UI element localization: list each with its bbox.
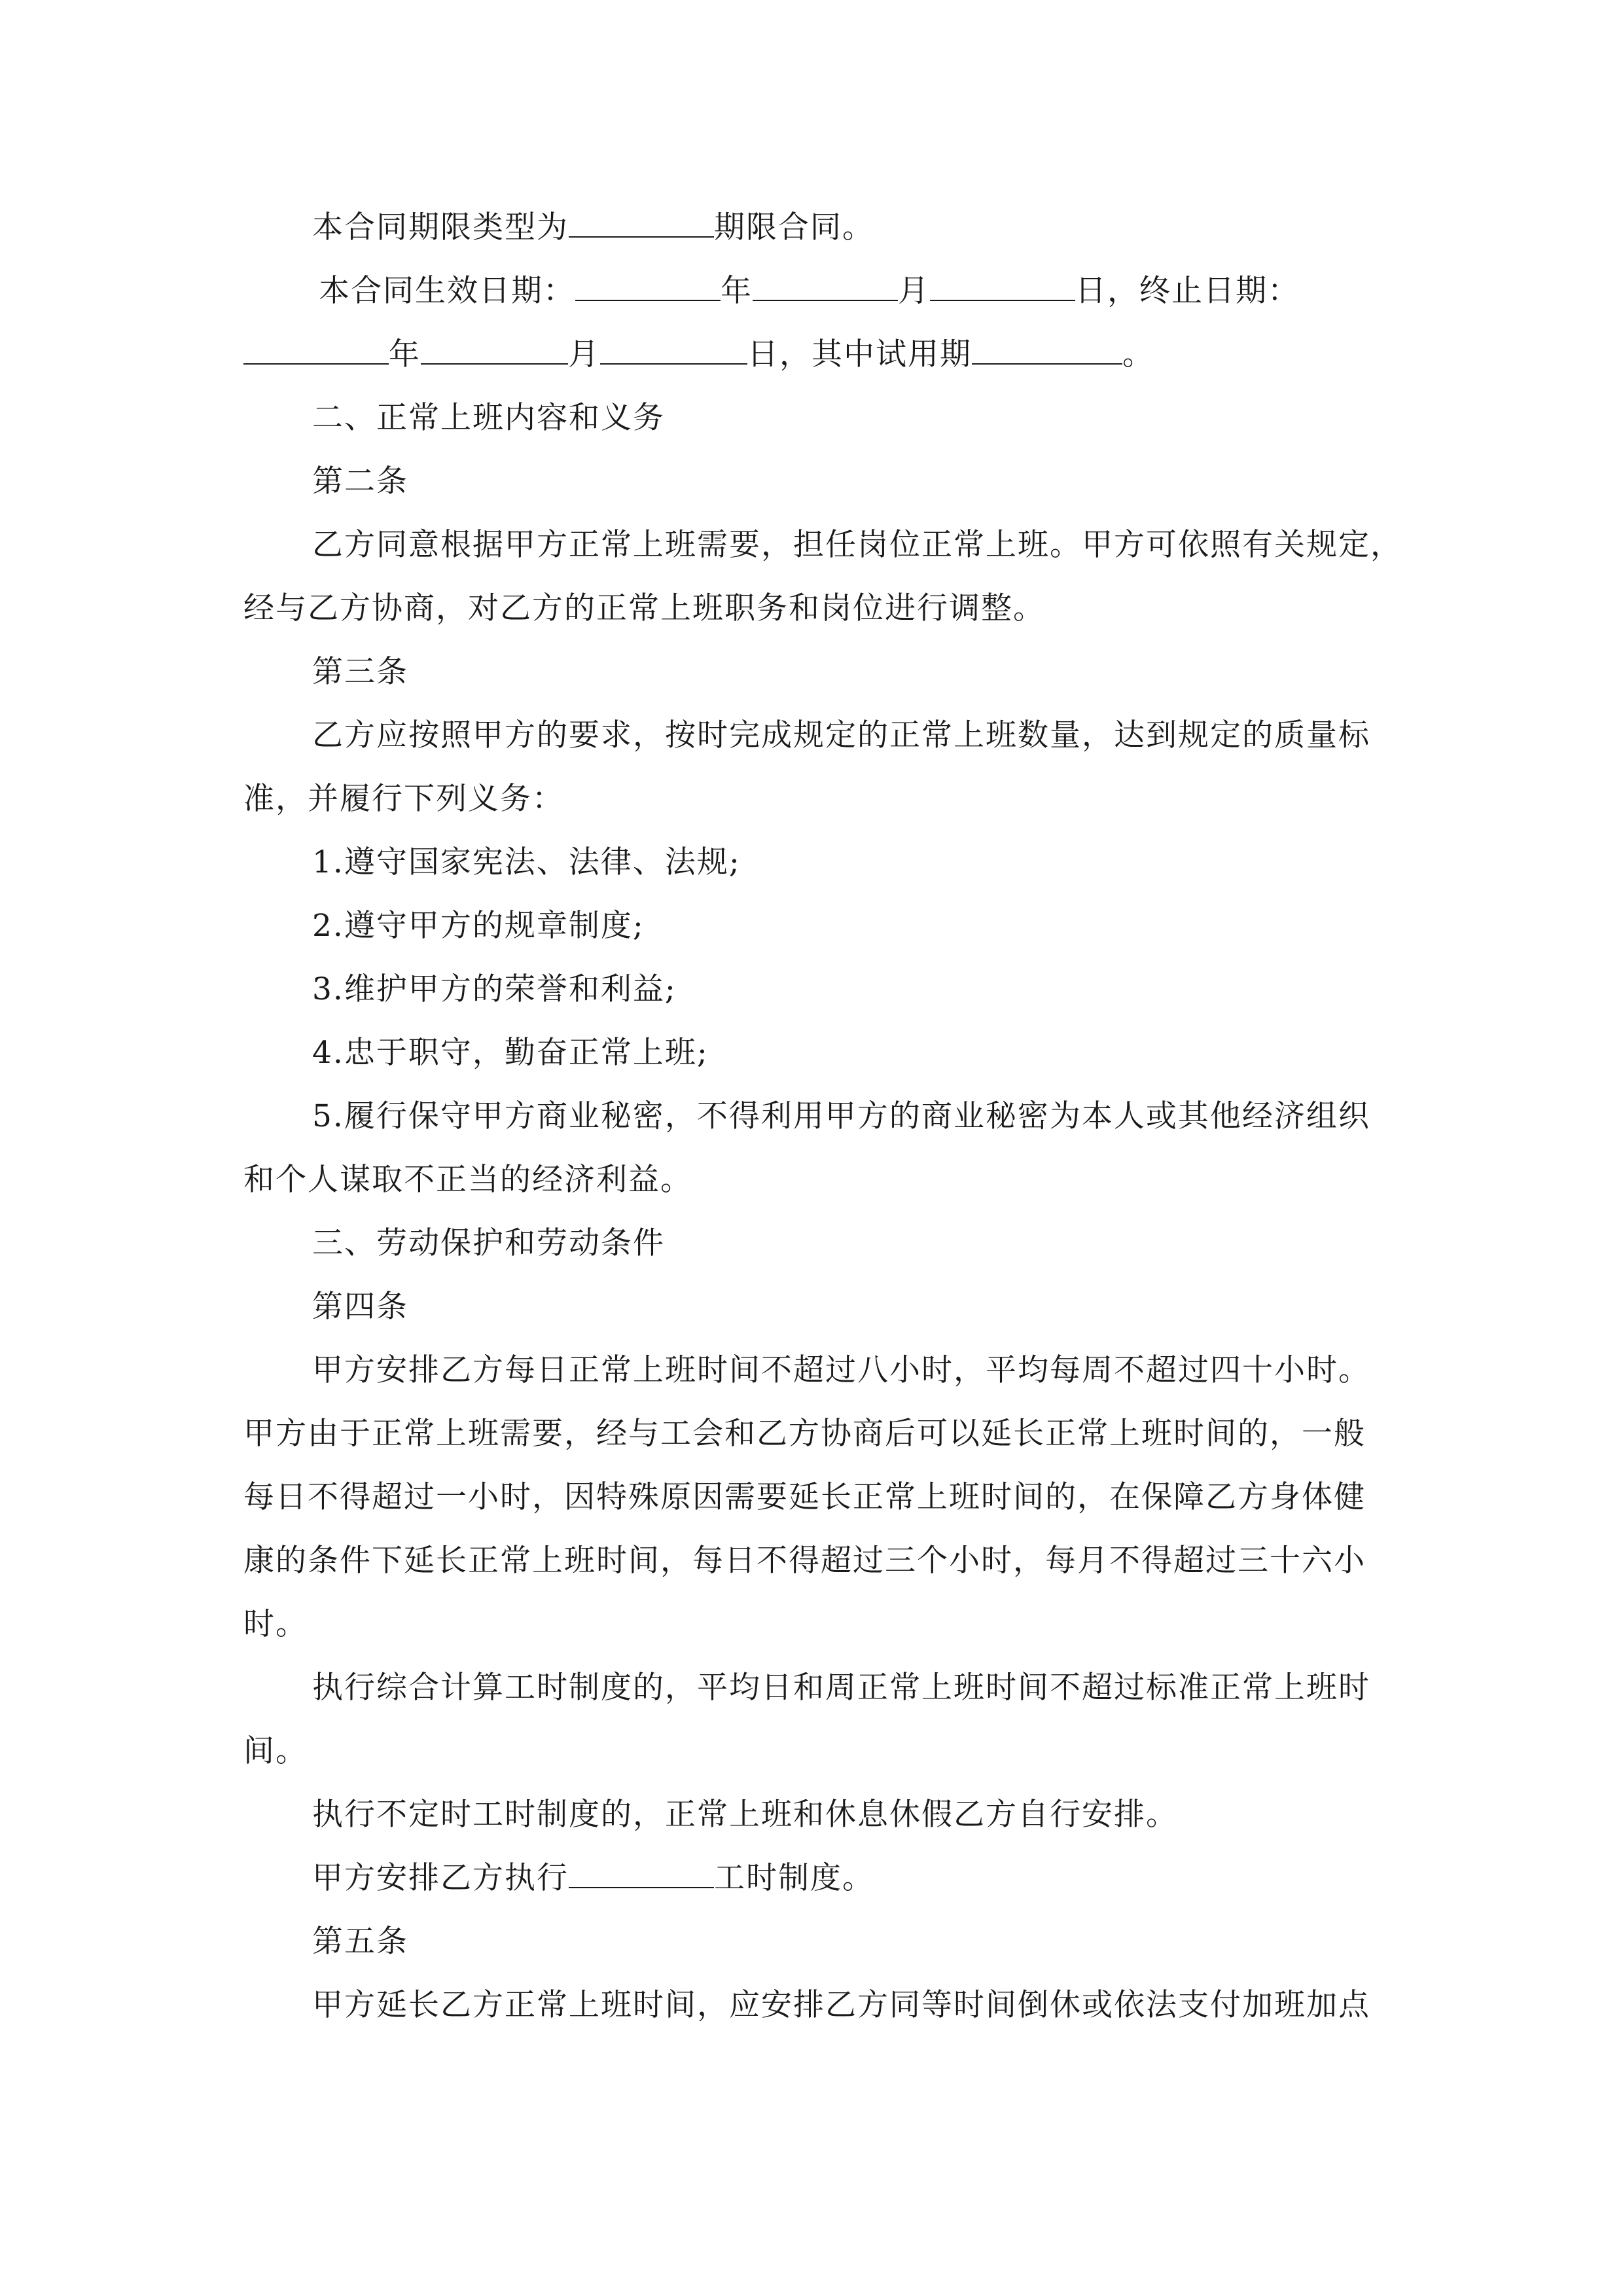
article-4-paragraph-1-line: 甲方由于正常上班需要，经与工会和乙方协商后可以延长正常上班时间的，一般 (243, 1416, 1366, 1452)
effective-date-line: 本合同生效日期： 年 月 日，终止日期： (319, 273, 1300, 309)
duty-item: 4.忠于职守，勤奋正常上班; (312, 1035, 709, 1071)
article-4-paragraph-1-line: 甲方安排乙方每日正常上班时间不超过八小时，平均每周不超过四十小时。 (312, 1352, 1370, 1388)
article-3-title: 第三条 (312, 654, 408, 690)
article-4-paragraph-1-line: 时。 (243, 1606, 308, 1642)
termination-date-line: 年 月 日，其中试用期 。 (243, 335, 1154, 374)
article-4-title: 第四条 (312, 1289, 408, 1325)
blank-work-hours-system[interactable] (569, 1859, 714, 1888)
article-3-line: 乙方应按照甲方的要求，按时完成规定的正常上班数量，达到规定的质量标 (312, 717, 1370, 753)
blank-end-month[interactable] (421, 336, 568, 365)
blank-end-day[interactable] (600, 336, 747, 365)
duty-item: 5.履行保守甲方商业秘密，不得利用甲方的商业秘密为本人或其他经济组织 (312, 1098, 1370, 1134)
duty-item-continuation: 和个人谋取不正当的经济利益。 (243, 1162, 692, 1198)
article-2-title: 第二条 (312, 463, 408, 499)
article-4-paragraph-2-line: 间。 (243, 1733, 308, 1769)
article-5-title: 第五条 (312, 1924, 408, 1960)
blank-effective-day[interactable] (930, 272, 1075, 301)
blank-end-year[interactable] (243, 336, 389, 365)
article-2-line: 经与乙方协商，对乙方的正常上班职务和岗位进行调整。 (243, 590, 1045, 626)
article-4-paragraph-1-line: 每日不得超过一小时，因特殊原因需要延长正常上班时间的，在保障乙方身体健 (243, 1479, 1366, 1515)
blank-effective-month[interactable] (753, 272, 898, 301)
article-2-line: 乙方同意根据甲方正常上班需要，担任岗位正常上班。甲方可依照有关规定， (312, 527, 1402, 563)
article-4-paragraph-2-line: 执行综合计算工时制度的，平均日和周正常上班时间不超过标准正常上班时 (312, 1670, 1370, 1706)
article-4-paragraph-1-line: 康的条件下延长正常上班时间，每日不得超过三个小时，每月不得超过三十六小 (243, 1543, 1366, 1579)
blank-effective-year[interactable] (575, 272, 721, 301)
work-hours-system-line: 甲方安排乙方执行 工时制度。 (312, 1860, 874, 1896)
article-3-line: 准，并履行下列义务： (243, 781, 564, 817)
article-5-line: 甲方延长乙方正常上班时间，应安排乙方同等时间倒休或依法支付加班加点 (312, 1987, 1370, 2023)
blank-term-type[interactable] (569, 209, 714, 238)
section-heading-2: 二、正常上班内容和义务 (312, 400, 665, 436)
contract-term-type-line: 本合同期限类型为 期限合同。 (312, 209, 874, 245)
section-heading-3: 三、劳动保护和劳动条件 (312, 1225, 665, 1261)
duty-item: 2.遵守甲方的规章制度; (312, 908, 645, 944)
article-4-paragraph-3: 执行不定时工时制度的，正常上班和休息休假乙方自行安排。 (312, 1797, 1178, 1833)
duty-item: 3.维护甲方的荣誉和利益; (312, 971, 677, 1007)
duty-item: 1.遵守国家宪法、法律、法规; (312, 844, 741, 880)
blank-probation[interactable] (972, 336, 1122, 365)
